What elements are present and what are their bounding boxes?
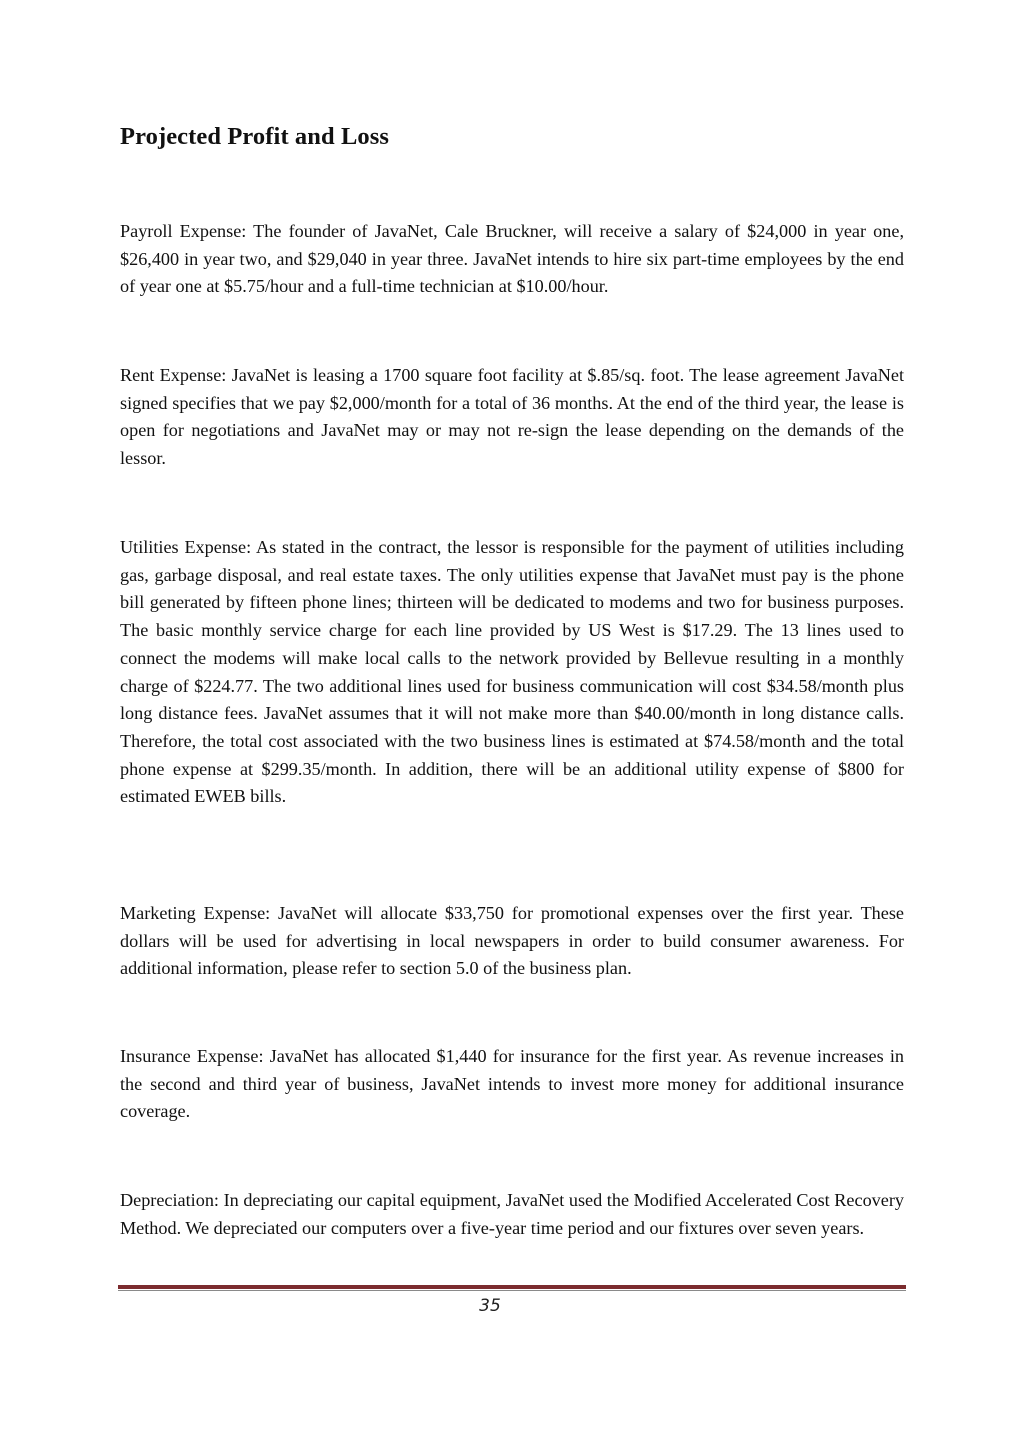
paragraph-marketing-expense: Marketing Expense: JavaNet will allocate $33,750 for promotional expenses over the first year. These dollars will be used for advertising in local newspapers in order to build consumer awareness. For additional information, please refer to section 5.0 of the business plan. (120, 903, 904, 979)
footer-divider-thick (118, 1285, 906, 1289)
paragraph-insurance-expense: Insurance Expense: JavaNet has allocated $1,440 for insurance for the first year. As revenue increases in the second and third year of business, JavaNet intends to invest more money for additional insurance coverage. (120, 1046, 904, 1122)
footer-divider-thin (118, 1290, 906, 1291)
paragraph-payroll-expense: Payroll Expense: The founder of JavaNet, Cale Bruckner, will receive a salary of $24,000 in year one, $26,400 in year two, and $29,040 in year three. JavaNet intends to hire six part-time employees by the end of year one at $5.75/hour and a full-time technician at $10.00/hour. (120, 221, 904, 297)
page-title: Projected Profit and Loss (120, 123, 390, 150)
paragraph-utilities-expense: Utilities Expense: As stated in the contract, the lessor is responsible for the payment of utilities including gas, garbage disposal, and real estate taxes. The only utilities expense that JavaNet must pay is the phone bill generated by fifteen phone lines; thirteen will be dedicated to modems and two for business purposes. The basic monthly service charge for each line provided by US West is $17.29. The 13 lines used to connect the modems will make local calls to the network provided by Bellevue resulting in a monthly charge of $224.77. The two additional lines used for business communication will cost $34.58/month plus long distance fees. JavaNet assumes that it will not make more than $40.00/month in long distance calls. Therefore, the total cost associated with the two business lines is estimated at $74.58/month and the total phone expense at $299.35/month. In addition, there will be an additional utility expense of $800 for estimated EWEB bills. (120, 537, 904, 807)
paragraph-depreciation: Depreciation: In depreciating our capital equipment, JavaNet used the Modified Accelerated Cost Recovery Method. We depreciated our computers over a five-year time period and our fixtures over seven years. (120, 1190, 904, 1238)
page-number: 35 (479, 1296, 501, 1316)
footer-divider (118, 1285, 906, 1291)
paragraph-rent-expense: Rent Expense: JavaNet is leasing a 1700 square foot facility at $.85/sq. foot. The lease agreement JavaNet signed specifies that we pay $2,000/month for a total of 36 months. At the end of the third year, the lease is open for negotiations and JavaNet may or may not re-sign the lease depending on the demands of the lessor. (120, 365, 904, 469)
